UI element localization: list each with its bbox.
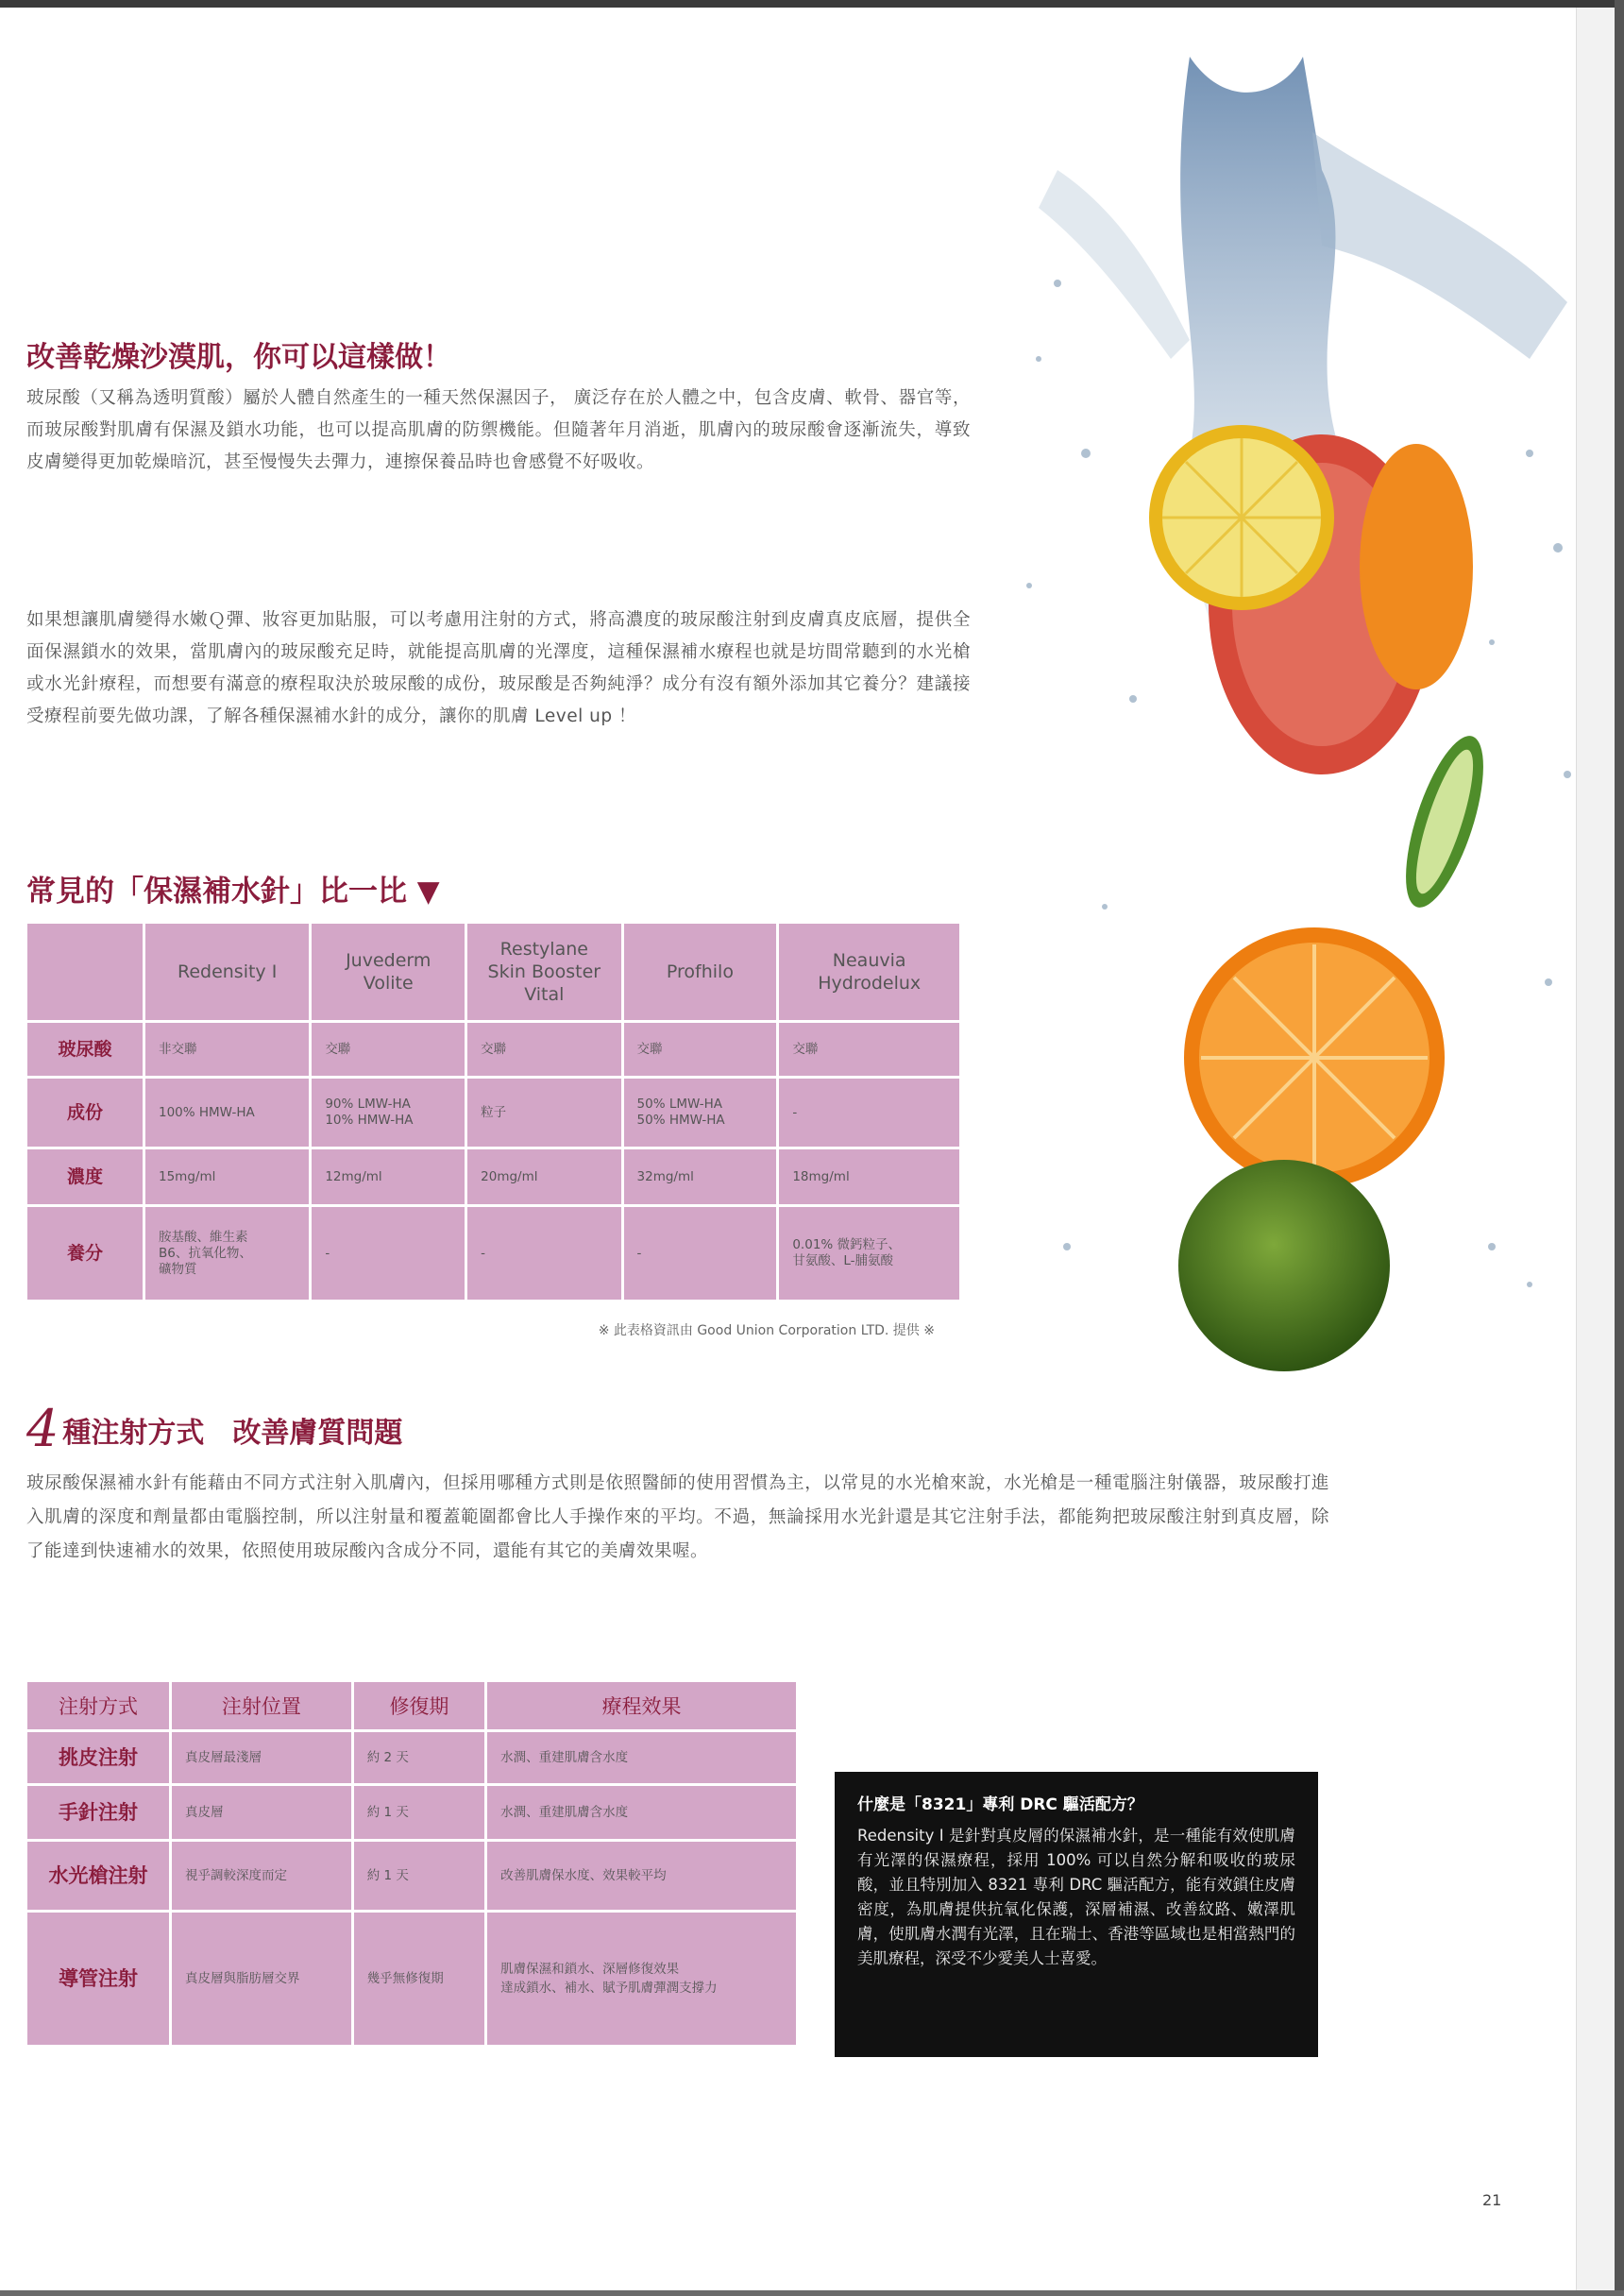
lemon-segments bbox=[1162, 438, 1321, 597]
table-cell: 視乎調較深度而定 bbox=[172, 1842, 351, 1910]
table-row bbox=[27, 1149, 959, 1204]
column-header: Redensity I bbox=[145, 924, 309, 1020]
table-cell: 約 1 天 bbox=[354, 1842, 484, 1910]
table-row bbox=[27, 1732, 796, 1783]
row-label: 導管注射 bbox=[27, 1913, 169, 2045]
table-cell: 50% LMW-HA 50% HMW-HA bbox=[624, 1079, 777, 1147]
table-cell: 90% LMW-HA 10% HMW-HA bbox=[312, 1079, 465, 1147]
intro-paragraph: 玻尿酸（又稱為透明質酸）屬於人體自然產生的一種天然保濕因子， 廣泛存在於人體之中，包含皮膚、軟骨、器官等，而玻尿酸對肌膚有保濕及鎖水功能，也可以提高肌膚的防禦機能。但隨著年月消逝，肌膚內的玻尿酸會逐漸流失，導致皮膚變得更加乾燥暗沉，甚至慢慢失去彈力，連擦保養品時也會感覺不好吸收。 bbox=[26, 388, 971, 472]
table-row bbox=[27, 1786, 796, 1839]
table-cell: 15mg/ml bbox=[145, 1149, 309, 1204]
row-label: 成份 bbox=[27, 1079, 143, 1147]
table-cell: 約 1 天 bbox=[354, 1786, 484, 1839]
table-cell: - bbox=[779, 1079, 959, 1147]
table-cell: 水潤、重建肌膚含水度 bbox=[487, 1786, 796, 1839]
table-cell: - bbox=[312, 1207, 465, 1300]
table-cell: - bbox=[624, 1207, 777, 1300]
table-header-row bbox=[27, 1682, 796, 1729]
table-header-row bbox=[27, 924, 959, 1020]
fruit-splash-illustration bbox=[1001, 57, 1586, 1398]
column-header: Juvederm Volite bbox=[312, 924, 465, 1020]
page-frame-bottom bbox=[0, 2290, 1624, 2296]
table-cell: 交聯 bbox=[312, 1023, 465, 1076]
table-cell: 水潤、重建肌膚含水度 bbox=[487, 1732, 796, 1783]
table-cell: 32mg/ml bbox=[624, 1149, 777, 1204]
column-header: 注射方式 bbox=[27, 1682, 169, 1729]
table-cell: 交聯 bbox=[624, 1023, 777, 1076]
injection-paragraph: 玻尿酸保濕補水針有能藉由不同方式注射入肌膚內，但採用哪種方式則是依照醫師的使用習慣為主，以常見的水光槍來說，水光槍是一種電腦注射儀器，玻尿酸打進入肌膚的深度和劑量都由電腦控制，所以注射量和覆蓋範圍都會比人手操作來的平均。不過，無論採用水光針還是其它注射手法，都能夠把玻尿酸注射到真皮層，除了能達到快速補水的效果，依照使用玻尿酸內含成分不同，還能有其它的美膚效果喔。 bbox=[26, 1473, 1329, 1561]
table-cell: 真皮層最淺層 bbox=[172, 1732, 351, 1783]
column-header: 療程效果 bbox=[487, 1682, 796, 1729]
section-heading-injection bbox=[26, 1399, 403, 1458]
table-row bbox=[27, 1913, 796, 2045]
column-header: Profhilo bbox=[624, 924, 777, 1020]
table-cell: 12mg/ml bbox=[312, 1149, 465, 1204]
table-row bbox=[27, 1207, 959, 1300]
row-label: 挑皮注射 bbox=[27, 1732, 169, 1783]
table-cell: 肌膚保濕和鎖水、深層修復效果 達成鎖水、補水、賦予肌膚彈潤支撐力 bbox=[487, 1913, 796, 2045]
orange-segments bbox=[1201, 944, 1428, 1171]
column-header: 注射位置 bbox=[172, 1682, 351, 1729]
comparison-title: 常見的「保濕補水針」比一比 ▼ bbox=[26, 875, 440, 909]
row-label: 養分 bbox=[27, 1207, 143, 1300]
info-sidebar-box bbox=[835, 1772, 1318, 2057]
row-label: 玻尿酸 bbox=[27, 1023, 143, 1076]
table-cell: 18mg/ml bbox=[779, 1149, 959, 1204]
water-spray-shape bbox=[1312, 132, 1567, 359]
table-cell: 交聯 bbox=[467, 1023, 620, 1076]
info-box-body: Redensity I 是針對真皮層的保濕補水針，是一種能有效使肌膚有光澤的保濕療程，採用 100% 可以自然分解和吸收的玻尿酸，並且特別加入 8321 專利 DRC 驅活配方，能有效鎖住皮膚密度，為肌膚提供抗氧化保護，深層補濕、改善紋路、嫩澤肌膚，使肌膚水潤有光澤，且在瑞士、香港等區域也是相當熱門的美肌療程，深受不少愛美人士喜愛。 bbox=[857, 1827, 1295, 1967]
table-row bbox=[27, 1842, 796, 1910]
info-box-title: 什麼是「8321」專利 DRC 驅活配方？ bbox=[857, 1795, 1143, 1814]
source-note: ※ 此表格資訊由 Good Union Corporation LTD. 提供 ※ bbox=[598, 1323, 935, 1338]
injection-methods-table bbox=[25, 1679, 799, 2048]
comparison-table bbox=[25, 921, 962, 1302]
lime-shape bbox=[1178, 1160, 1390, 1371]
table-cell: 交聯 bbox=[779, 1023, 959, 1076]
page-number: 21 bbox=[1482, 2191, 1502, 2209]
column-header: Restylane Skin Booster Vital bbox=[467, 924, 620, 1020]
table-cell: 胺基酸、維生素 B6、抗氧化物、 礦物質 bbox=[145, 1207, 309, 1300]
row-label: 水光槍注射 bbox=[27, 1842, 169, 1910]
table-cell: 粒子 bbox=[467, 1079, 620, 1147]
table-row bbox=[27, 1023, 959, 1076]
section-title: 改善乾燥沙漠肌，你可以這樣做！ bbox=[26, 341, 451, 374]
table-corner-cell bbox=[27, 924, 143, 1020]
table-cell: 0.01% 微鈣粒子、 甘氨酸、L-脯氨酸 bbox=[779, 1207, 959, 1300]
water-spray-shape bbox=[1039, 170, 1190, 359]
table-cell: - bbox=[467, 1207, 620, 1300]
page-frame-top bbox=[0, 0, 1624, 8]
row-label: 濃度 bbox=[27, 1149, 143, 1204]
heading-number: 4 bbox=[26, 1399, 59, 1458]
orange-wedge-shape bbox=[1360, 444, 1473, 689]
table-cell: 非交聯 bbox=[145, 1023, 309, 1076]
intro-paragraph-2: 如果想讓肌膚變得水嫩Ｑ彈、妝容更加貼服，可以考慮用注射的方式，將高濃度的玻尿酸注射到皮膚真皮底層，提供全面保濕鎖水的效果，當肌膚內的玻尿酸充足時，就能提高肌膚的光澤度，這種保濕補水療程也就是坊間常聽到的水光槍或水光針療程，而想要有滿意的療程取決於玻尿酸的成份，玻尿酸是否夠純淨？成分有沒有額外添加其它養分？建議接受療程前要先做功課，了解各種保濕補水針的成分，讓你的肌膚 Level up ！ bbox=[26, 610, 971, 726]
table-cell: 約 2 天 bbox=[354, 1732, 484, 1783]
page-frame-right bbox=[1615, 0, 1624, 2296]
row-label: 手針注射 bbox=[27, 1786, 169, 1839]
table-cell: 幾乎無修復期 bbox=[354, 1913, 484, 2045]
column-header: 修復期 bbox=[354, 1682, 484, 1729]
table-row bbox=[27, 1079, 959, 1147]
table-cell: 改善肌膚保水度、效果較平均 bbox=[487, 1842, 796, 1910]
table-cell: 真皮層與脂肪層交界 bbox=[172, 1913, 351, 2045]
section-title: 種注射方式 改善膚質問題 bbox=[62, 1417, 403, 1450]
table-cell: 真皮層 bbox=[172, 1786, 351, 1839]
table-cell: 100% HMW-HA bbox=[145, 1079, 309, 1147]
table-cell: 20mg/ml bbox=[467, 1149, 620, 1204]
column-header: Neauvia Hydrodelux bbox=[779, 924, 959, 1020]
